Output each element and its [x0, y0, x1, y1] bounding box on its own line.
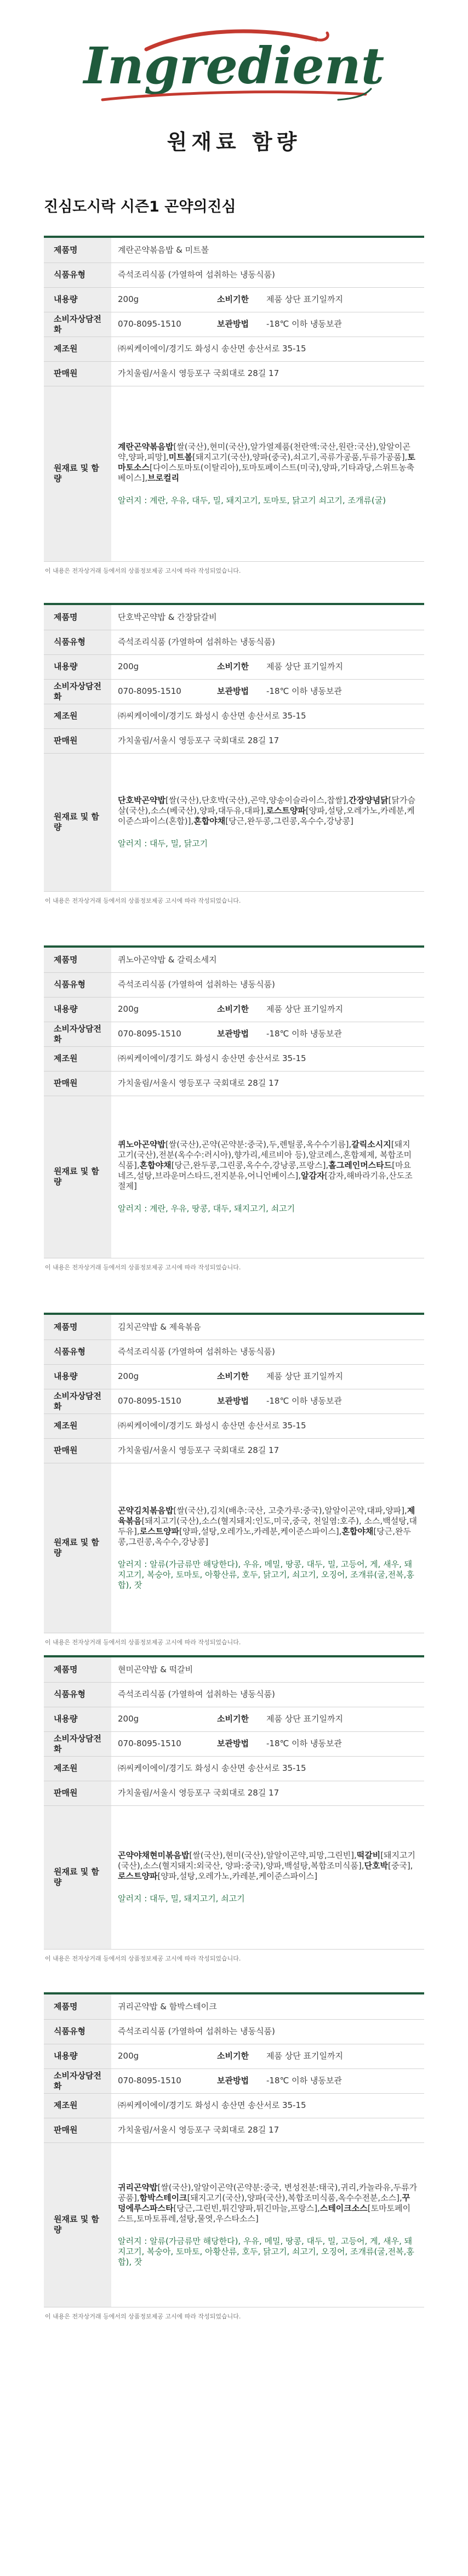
expiry-value: 제품 상단 표기일까지 — [260, 997, 424, 1022]
storage-value: -18℃ 이하 냉동보관 — [260, 1389, 424, 1414]
ingredient-component-name: 알감자 — [301, 1171, 325, 1181]
product-name: 김치곤약밥 & 제육볶음 — [111, 1315, 424, 1340]
table-row — [44, 679, 424, 704]
phone-value: 070-8095-1510 — [111, 1389, 214, 1414]
ingredient-component-detail: [중국], — [387, 1861, 413, 1871]
product-info-block — [44, 603, 424, 905]
maker-value: ㈜씨케이에이/경기도 화성시 송산면 송산서로 35-15 — [111, 704, 424, 728]
label-name: 제품명 — [44, 1994, 111, 2019]
ingredient-component-name: 곤약야채현미볶음밥 — [118, 1850, 190, 1860]
table-row — [44, 1096, 424, 1258]
label-phone: 소비자상담전화 — [44, 1022, 111, 1046]
seller-value: 가치울림/서울시 영등포구 국회대로 28길 17 — [111, 2118, 424, 2142]
table-row — [44, 753, 424, 891]
weight-value: 200g — [111, 287, 214, 312]
product-info-block — [44, 236, 424, 575]
ingredient-component-detail: [다이스토마토(이탈리아),토마토페이스트(미국),양파,기타과당,스위트농축베이스], — [118, 462, 415, 483]
table-row — [44, 2118, 424, 2142]
label-weight: 내용량 — [44, 1364, 111, 1389]
table-row — [44, 312, 424, 337]
table-row — [44, 1707, 424, 1731]
label-seller: 판매원 — [44, 1781, 111, 1805]
table-row — [44, 1071, 424, 1096]
seller-value: 가치울림/서울시 영등포구 국회대로 28길 17 — [111, 1781, 424, 1805]
table-row — [44, 1463, 424, 1633]
label-storage: 보관방법 — [214, 312, 260, 337]
table-row — [44, 263, 424, 287]
table-row — [44, 1046, 424, 1071]
ingredients-text — [118, 1139, 418, 1192]
label-storage: 보관방법 — [214, 1731, 260, 1756]
allergy-info: 알러지 : 대두, 밀, 돼지고기, 쇠고기 — [118, 1894, 245, 1903]
food-type: 즉석조리식품 (가열하여 섭취하는 냉동식품) — [111, 2019, 424, 2044]
ingredient-component-name: 브로컬리 — [147, 472, 180, 483]
food-type: 즉석조리식품 (가열하여 섭취하는 냉동식품) — [111, 263, 424, 287]
legal-note: 이 내용은 전자상거래 등에서의 상품정보제공 고시에 따라 작성되었습니다. — [45, 567, 241, 574]
label-type: 식품유형 — [44, 972, 111, 997]
ingredient-component-name: 혼합야채 — [139, 1160, 172, 1170]
ingredient-component-name: 계란곤약볶음밥 — [118, 441, 174, 452]
table-row — [44, 287, 424, 312]
table-row — [44, 1389, 424, 1414]
label-type: 식품유형 — [44, 630, 111, 654]
legal-note: 이 내용은 전자상거래 등에서의 상품정보제공 고시에 따라 작성되었습니다. — [45, 2312, 241, 2320]
ingredient-component-detail: [돼지고기(국산),소스(혈지돼지:인도,미국,중국, 천일염:호주), 소스,백설탕,대두유], — [118, 1515, 417, 1536]
expiry-value: 제품 상단 표기일까지 — [260, 1707, 424, 1731]
product-info-block — [44, 1655, 424, 1963]
product-name: 현미곤약밥 & 떡갈비 — [111, 1657, 424, 1682]
ingredient-component-name: 스테이크소스 — [319, 2203, 368, 2213]
food-type: 즉석조리식품 (가열하여 섭취하는 냉동식품) — [111, 1682, 424, 1707]
ingredient-component-name: 혼합야채 — [341, 1526, 374, 1536]
ingredient-component-name: 단호박 — [364, 1861, 388, 1871]
ingredient-component-name: 꾸덩에루스파스타 — [118, 2192, 410, 2213]
ingredient-component-name: 홀그레인머스타드 — [328, 1160, 392, 1170]
phone-value: 070-8095-1510 — [111, 2068, 214, 2093]
weight-value: 200g — [111, 997, 214, 1022]
expiry-value: 제품 상단 표기일까지 — [260, 654, 424, 679]
table-row — [44, 361, 424, 386]
label-maker: 제조원 — [44, 1414, 111, 1438]
ingredients-text — [118, 795, 418, 827]
ingredients-text — [118, 442, 418, 483]
label-maker: 제조원 — [44, 1046, 111, 1071]
expiry-value: 제품 상단 표기일까지 — [260, 2044, 424, 2068]
table-row — [44, 728, 424, 753]
ingredient-component-name: 곤약김치볶음밥 — [118, 1505, 174, 1515]
storage-value: -18℃ 이하 냉동보관 — [260, 1731, 424, 1756]
label-phone: 소비자상담전화 — [44, 1389, 111, 1414]
allergy-info: 알러지 : 대두, 밀, 닭고기 — [118, 839, 208, 848]
product-spec-table — [44, 605, 424, 892]
weight-value: 200g — [111, 1364, 214, 1389]
expiry-value: 제품 상단 표기일까지 — [260, 1364, 424, 1389]
storage-value: -18℃ 이하 냉동보관 — [260, 1022, 424, 1046]
ingredient-component-detail: [쌀(국산),현미(국산),알가열제품(천란액:국산,원란:국산),알알이곤약,양파,피망], — [118, 441, 410, 462]
label-seller: 판매원 — [44, 361, 111, 386]
ingredient-component-name: 혼합야채 — [193, 816, 226, 826]
legal-note: 이 내용은 전자상거래 등에서의 상품정보제공 고시에 따라 작성되었습니다. — [45, 1263, 241, 1271]
label-ingredients: 원재료 및 함량 — [44, 386, 111, 561]
label-expiry: 소비기한 — [214, 287, 260, 312]
label-expiry: 소비기한 — [214, 1364, 260, 1389]
product-name: 계란곤약볶음밥 & 미트볼 — [111, 238, 424, 263]
phone-value: 070-8095-1510 — [111, 1731, 214, 1756]
product-spec-table — [44, 948, 424, 1258]
ingredient-component-detail: [당근,그린빈,튀긴양파,튀긴마늘,프랑스], — [173, 2203, 320, 2213]
label-ingredients: 원재료 및 함량 — [44, 1096, 111, 1258]
label-seller: 판매원 — [44, 1071, 111, 1096]
weight-value: 200g — [111, 1707, 214, 1731]
weight-value: 200g — [111, 2044, 214, 2068]
table-row — [44, 1781, 424, 1805]
seller-value: 가치울림/서울시 영등포구 국회대로 28길 17 — [111, 728, 424, 753]
ingredient-logo — [0, 18, 468, 116]
ingredient-component-detail: [돼지고기(국산),전분(옥수수:러시아),향가리,세르비아 등),알코레스,혼합제제, 복합조미식품], — [118, 1139, 412, 1170]
table-row — [44, 654, 424, 679]
label-maker: 제조원 — [44, 704, 111, 728]
ingredient-component-name: 로스트양파 — [118, 1871, 158, 1881]
product-spec-table — [44, 1994, 424, 2307]
ingredient-component-detail: [돼지고기(국산),양파(중국),쇠고기,곡류가공품,두류가공품], — [192, 452, 408, 462]
table-row — [44, 2044, 424, 2068]
label-expiry: 소비기한 — [214, 1707, 260, 1731]
table-row — [44, 2068, 424, 2093]
label-storage: 보관방법 — [214, 1022, 260, 1046]
table-row — [44, 948, 424, 972]
ingredient-component-name: 귀리곤약밥 — [118, 2182, 158, 2192]
table-row — [44, 1805, 424, 1949]
label-seller: 판매원 — [44, 2118, 111, 2142]
label-name: 제품명 — [44, 238, 111, 263]
label-maker: 제조원 — [44, 1756, 111, 1781]
table-row — [44, 704, 424, 728]
ingredient-component-detail: [돼지고기(국산),소스(혈지돼지:외국산, 양파:중국),양파,백설탕,복합조미식품], — [118, 1850, 416, 1871]
ingredient-component-detail: [당근,완두콩,그린콩,옥수수,강낭콩] — [118, 1526, 411, 1547]
ingredient-component-name: 갈릭소시지 — [351, 1139, 391, 1149]
phone-value: 070-8095-1510 — [111, 1022, 214, 1046]
ingredients-text — [118, 2182, 418, 2224]
maker-value: ㈜씨케이에이/경기도 화성시 송산면 송산서로 35-15 — [111, 1046, 424, 1071]
ingredient-component-name: 제육볶음 — [118, 1505, 415, 1526]
label-ingredients: 원재료 및 함량 — [44, 2142, 111, 2307]
label-name: 제품명 — [44, 1315, 111, 1340]
label-expiry: 소비기한 — [214, 997, 260, 1022]
ingredients-cell — [111, 753, 424, 891]
phone-value: 070-8095-1510 — [111, 679, 214, 704]
logo-text: Ingredient — [83, 36, 385, 95]
table-row — [44, 2142, 424, 2307]
table-row — [44, 1340, 424, 1364]
ingredients-cell — [111, 1096, 424, 1258]
ingredient-component-detail: [쌀(국산),현미(국산),알알이곤약,피망,그린빈], — [189, 1850, 357, 1860]
label-type: 식품유형 — [44, 1340, 111, 1364]
label-type: 식품유형 — [44, 1682, 111, 1707]
page-subtitle: 원재료 함량 — [167, 130, 301, 154]
maker-value: ㈜씨케이에이/경기도 화성시 송산면 송산서로 35-15 — [111, 2093, 424, 2118]
label-seller: 판매원 — [44, 728, 111, 753]
ingredient-component-name: 단호박곤약밥 — [118, 795, 165, 805]
ingredient-component-detail: [당근,완두콩,그린콩,옥수수,강낭콩] — [225, 816, 353, 826]
label-phone: 소비자상담전화 — [44, 679, 111, 704]
ingredient-component-detail: [토마토페이스트,토마토퓨레,설탕,물엿,우스타소스] — [118, 2203, 411, 2224]
ingredients-cell — [111, 386, 424, 561]
table-row — [44, 2093, 424, 2118]
label-ingredients: 원재료 및 함량 — [44, 753, 111, 891]
product-spec-table — [44, 1315, 424, 1633]
label-weight: 내용량 — [44, 287, 111, 312]
label-name: 제품명 — [44, 1657, 111, 1682]
weight-value: 200g — [111, 654, 214, 679]
label-storage: 보관방법 — [214, 2068, 260, 2093]
maker-value: ㈜씨케이에이/경기도 화성시 송산면 송산서로 35-15 — [111, 1414, 424, 1438]
table-row — [44, 1731, 424, 1756]
food-type: 즉석조리식품 (가열하여 섭취하는 냉동식품) — [111, 630, 424, 654]
product-info-block — [44, 1992, 424, 2321]
table-row — [44, 1438, 424, 1463]
product-name: 귀리곤약밥 & 함박스테이크 — [111, 1994, 424, 2019]
ingredient-component-detail: [쌀(국산),김치(배추:국산, 고춧가루:중국),알알이곤약,대파,양파], — [173, 1505, 407, 1515]
expiry-value: 제품 상단 표기일까지 — [260, 287, 424, 312]
ingredient-component-detail: [쌀(국산),알알이곤약(곤약분:중국, 변성전분:태국),귀리,카놀라유,두류가공품], — [118, 2182, 418, 2203]
label-name: 제품명 — [44, 948, 111, 972]
product-spec-table — [44, 238, 424, 562]
legal-note: 이 내용은 전자상거래 등에서의 상품정보제공 고시에 따라 작성되었습니다. — [45, 1638, 241, 1646]
maker-value: ㈜씨케이에이/경기도 화성시 송산면 송산서로 35-15 — [111, 1756, 424, 1781]
ingredient-component-detail: [마요네즈,설탕,브라운머스타드,전지분유,어니언베이스], — [118, 1160, 411, 1181]
ingredient-component-detail: [당근,완두콩,그린콩,옥수수,강낭콩,프랑스], — [171, 1160, 329, 1170]
label-name: 제품명 — [44, 605, 111, 630]
table-row — [44, 1315, 424, 1340]
label-weight: 내용량 — [44, 1707, 111, 1731]
phone-value: 070-8095-1510 — [111, 312, 214, 337]
hero-header — [0, 0, 468, 181]
storage-value: -18℃ 이하 냉동보관 — [260, 2068, 424, 2093]
ingredients-cell — [111, 2142, 424, 2307]
ingredient-component-name: 퀴노아곤약밥 — [118, 1139, 165, 1149]
label-weight: 내용량 — [44, 997, 111, 1022]
label-expiry: 소비기한 — [214, 2044, 260, 2068]
ingredient-component-detail: [쌀(국산),곤약(곤약분:중국),두,렌틸콩,옥수수기름], — [165, 1139, 352, 1149]
ingredient-component-detail: [감자,해바라기유,산도조절제] — [118, 1171, 413, 1191]
food-type: 즉석조리식품 (가열하여 섭취하는 냉동식품) — [111, 1340, 424, 1364]
table-row — [44, 997, 424, 1022]
table-row — [44, 1682, 424, 1707]
label-maker: 제조원 — [44, 2093, 111, 2118]
table-row — [44, 1756, 424, 1781]
label-phone: 소비자상담전화 — [44, 2068, 111, 2093]
product-name: 단호박곤약밥 & 간장닭갈비 — [111, 605, 424, 630]
ingredient-component-name: 간장양념닭 — [349, 795, 389, 805]
table-row — [44, 1364, 424, 1389]
allergy-info: 알러지 : 계란, 우유, 대두, 밀, 돼지고기, 토마토, 닭고기 쇠고기, 조개류(굴) — [118, 495, 386, 505]
product-name: 퀴노아곤약밥 & 갈릭소세지 — [111, 948, 424, 972]
product-info-block — [44, 1313, 424, 1646]
ingredient-component-name: 로스트양파 — [139, 1526, 180, 1536]
table-row — [44, 972, 424, 997]
label-type: 식품유형 — [44, 2019, 111, 2044]
table-row — [44, 2019, 424, 2044]
allergy-info: 알러지 : 알류(가금류만 해당한다), 우유, 메밀, 땅콩, 대두, 밀, 고등어, 게, 새우, 돼지고기, 복숭아, 토마토, 아황산류, 호두, 닭고기, 쇠고기, 오징어, 조개류(굴,전복,홍합), 잣 — [118, 1559, 414, 1590]
ingredient-component-name: 토마토소스 — [118, 452, 415, 472]
storage-value: -18℃ 이하 냉동보관 — [260, 312, 424, 337]
label-weight: 내용량 — [44, 654, 111, 679]
seller-value: 가치울림/서울시 영등포구 국회대로 28길 17 — [111, 1071, 424, 1096]
table-row — [44, 238, 424, 263]
maker-value: ㈜씨케이에이/경기도 화성시 송산면 송산서로 35-15 — [111, 337, 424, 361]
ingredient-component-detail: [닭가슴살(국산),소스(베국산),양파,대두유,대파], — [118, 795, 415, 816]
label-phone: 소비자상담전화 — [44, 312, 111, 337]
ingredient-component-name: 떡갈비 — [356, 1850, 381, 1860]
label-seller: 판매원 — [44, 1438, 111, 1463]
ingredient-component-detail: [쌀(국산),단호박(국산),곤약,양송이슬라이스,찹쌀], — [165, 795, 349, 805]
table-row — [44, 337, 424, 361]
seller-value: 가치울림/서울시 영등포구 국회대로 28길 17 — [111, 1438, 424, 1463]
label-ingredients: 원재료 및 함량 — [44, 1805, 111, 1949]
label-type: 식품유형 — [44, 263, 111, 287]
ingredient-component-name: 함박스테이크 — [139, 2192, 187, 2203]
ingredient-component-detail: [양파,설탕,오레가노,카레분,케이준스파이스], — [179, 1526, 342, 1536]
table-row — [44, 630, 424, 654]
table-row — [44, 386, 424, 561]
ingredient-component-name: 로스트양파 — [266, 806, 306, 816]
table-row — [44, 605, 424, 630]
allergy-info: 알러지 : 계란, 우유, 땅콩, 대두, 돼지고기, 쇠고기 — [118, 1204, 295, 1213]
ingredients-cell — [111, 1463, 424, 1633]
ingredient-component-detail: [양파,설탕,오레가노,카레분,케이준스파이스(혼합)], — [118, 806, 415, 826]
table-row — [44, 1414, 424, 1438]
ingredient-component-name: 미트볼 — [168, 452, 193, 462]
ingredient-component-detail: [양파,설탕,오레가노,카레분,케이준스파이스] — [157, 1871, 318, 1881]
ingredients-text — [118, 1850, 418, 1882]
ingredient-component-detail: [돼지고기(국산),양파(국산),복합조미식품,옥수수전분,소스], — [187, 2192, 402, 2203]
legal-note: 이 내용은 전자상거래 등에서의 상품정보제공 고시에 따라 작성되었습니다. — [45, 897, 241, 904]
product-info-block — [44, 945, 424, 1272]
ingredients-text — [118, 1506, 418, 1547]
label-maker: 제조원 — [44, 337, 111, 361]
page-title: 진심도시락 시즌1 곤약의진심 — [44, 198, 236, 215]
label-phone: 소비자상담전화 — [44, 1731, 111, 1756]
label-storage: 보관방법 — [214, 679, 260, 704]
legal-note: 이 내용은 전자상거래 등에서의 상품정보제공 고시에 따라 작성되었습니다. — [45, 1954, 241, 1962]
table-row — [44, 1657, 424, 1682]
allergy-info: 알러지 : 알류(가금류만 해당한다), 우유, 메밀, 땅콩, 대두, 밀, 고등어, 게, 새우, 돼지고기, 복숭아, 토마토, 아황산류, 호두, 닭고기, 쇠고기, 오징어, 조개류(굴,전복,홍합), 잣 — [118, 2236, 414, 2267]
table-row — [44, 1994, 424, 2019]
table-row — [44, 1022, 424, 1046]
label-expiry: 소비기한 — [214, 654, 260, 679]
label-weight: 내용량 — [44, 2044, 111, 2068]
label-ingredients: 원재료 및 함량 — [44, 1463, 111, 1633]
ingredients-cell — [111, 1805, 424, 1949]
food-type: 즉석조리식품 (가열하여 섭취하는 냉동식품) — [111, 972, 424, 997]
label-storage: 보관방법 — [214, 1389, 260, 1414]
product-spec-table — [44, 1657, 424, 1950]
storage-value: -18℃ 이하 냉동보관 — [260, 679, 424, 704]
seller-value: 가치울림/서울시 영등포구 국회대로 28길 17 — [111, 361, 424, 386]
